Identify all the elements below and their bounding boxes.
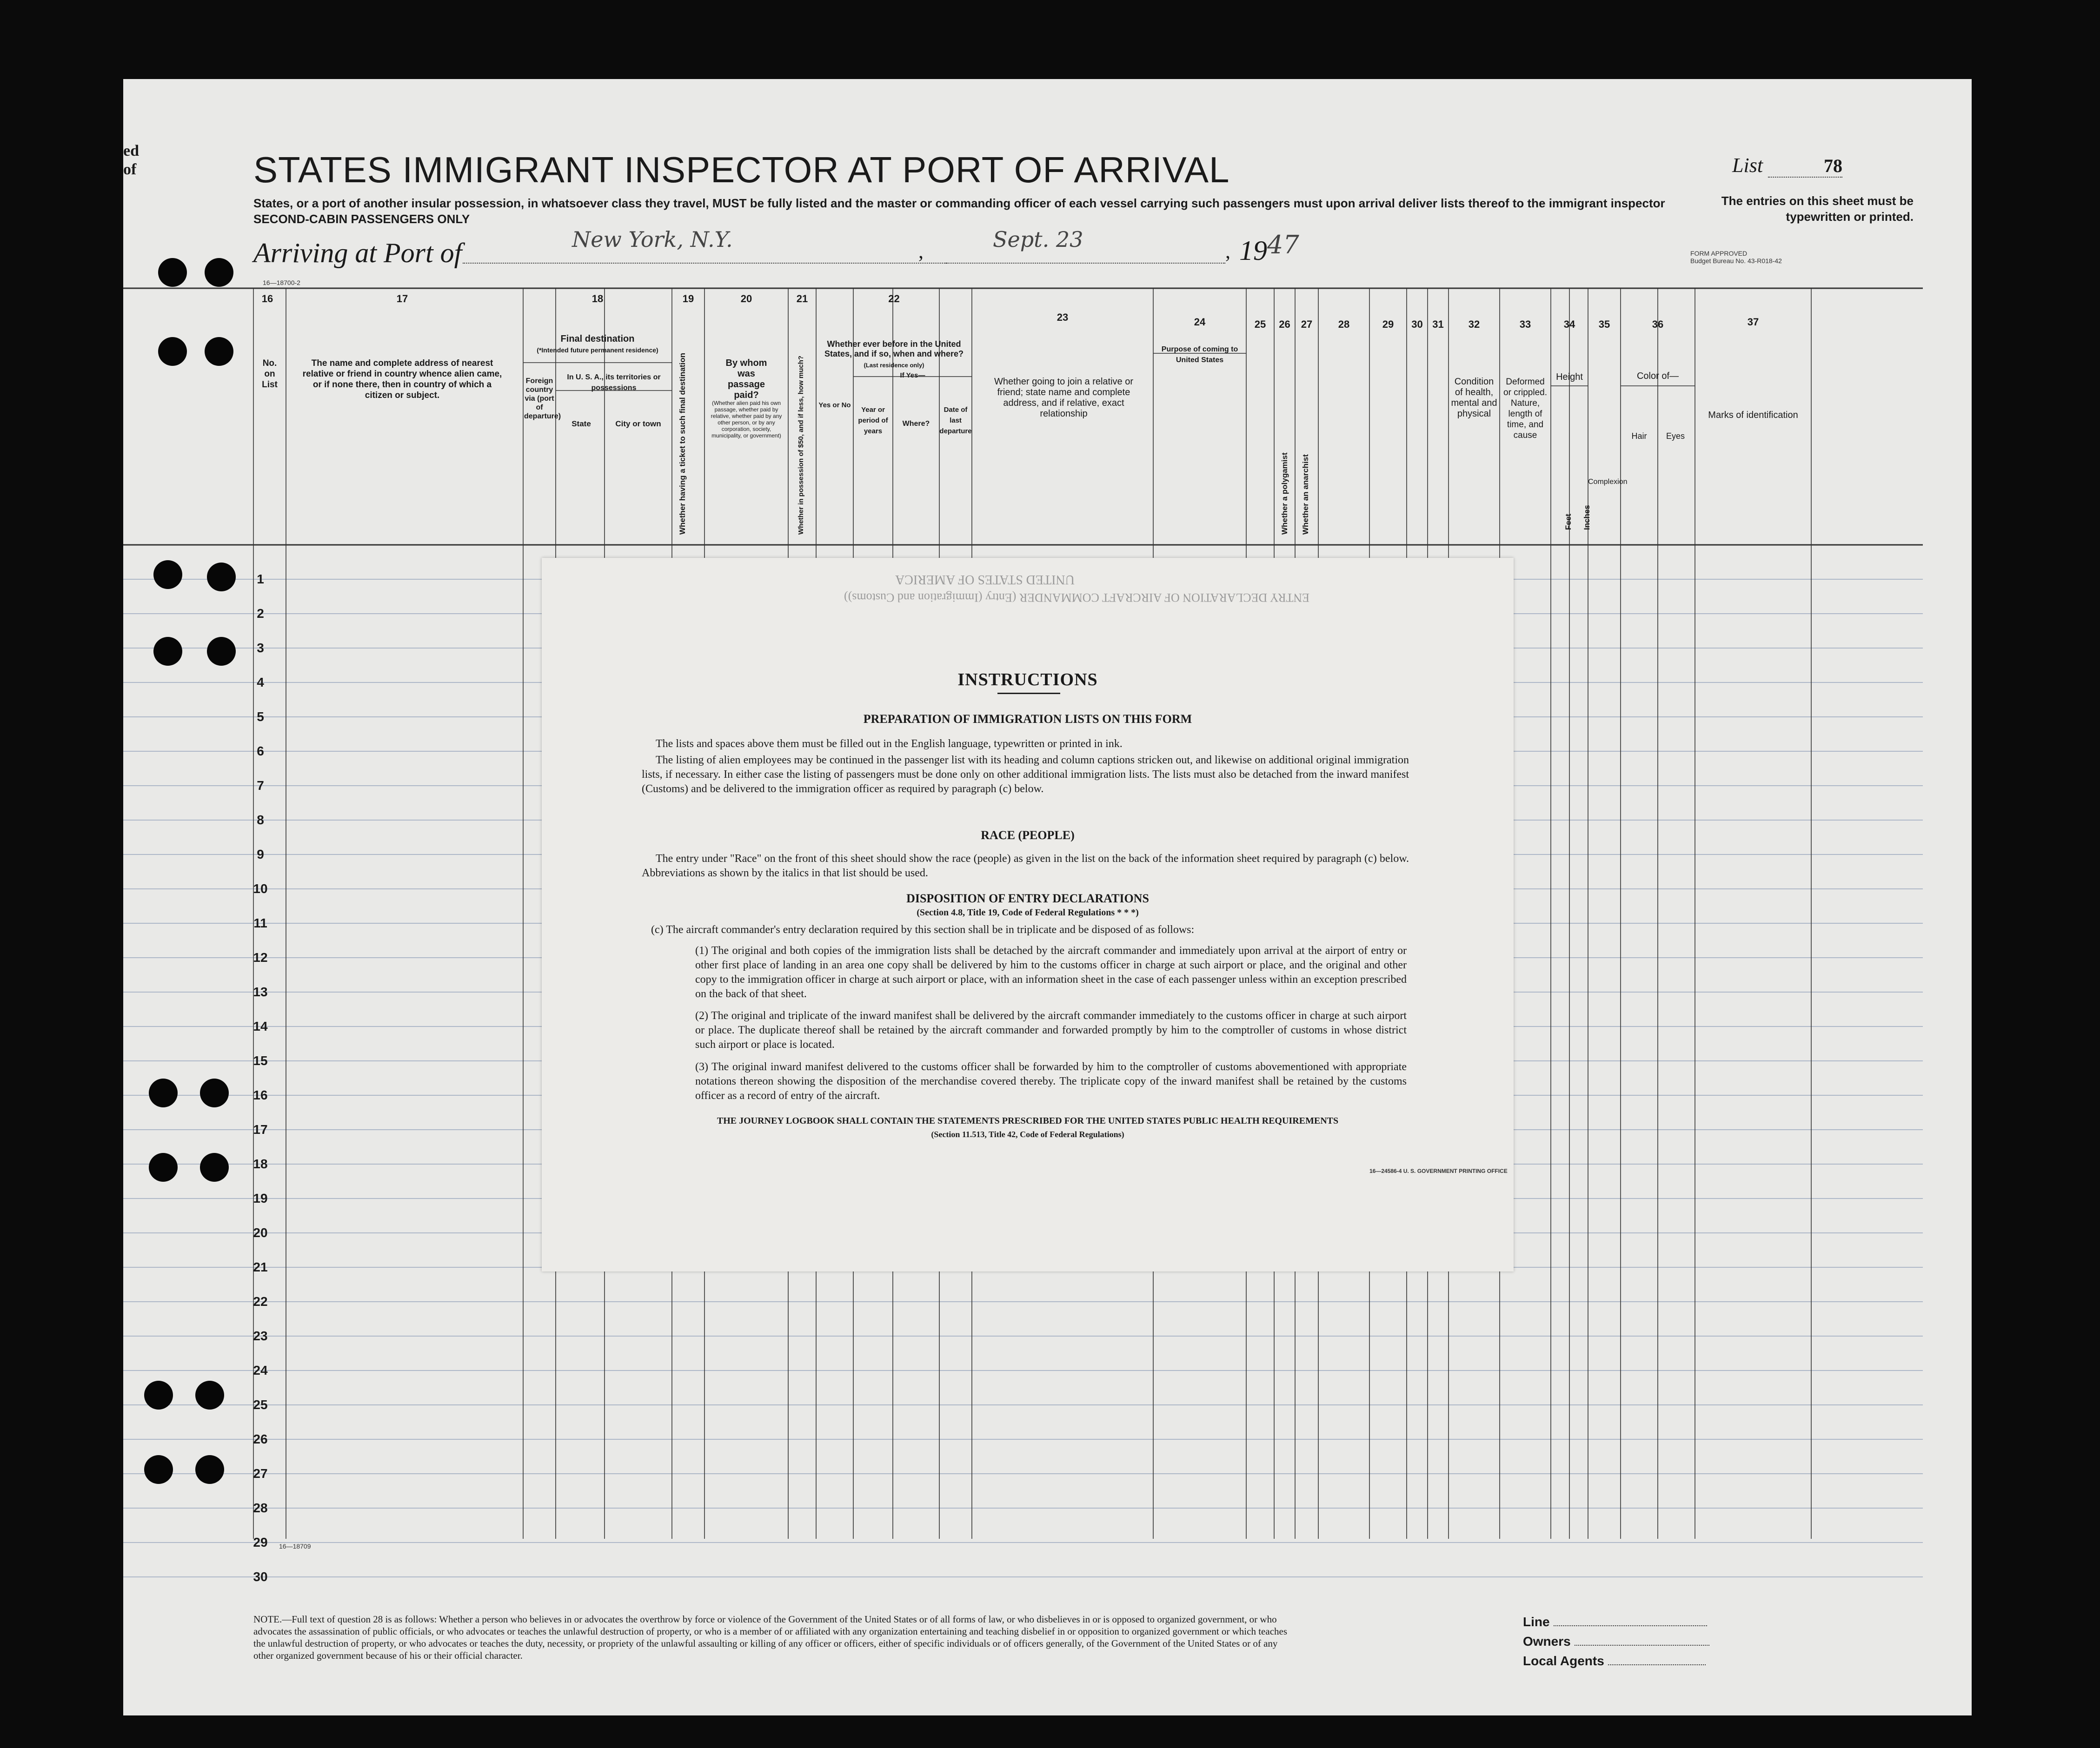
punch-hole — [153, 637, 182, 666]
left-edge-line-2: of — [123, 161, 137, 178]
punch-hole — [144, 1381, 173, 1410]
row-number: 25 — [253, 1397, 268, 1412]
year-prefix: 19 — [1239, 235, 1267, 266]
punch-hole — [207, 637, 236, 666]
punch-hole — [207, 563, 236, 591]
punch-hole — [158, 337, 187, 366]
punch-hole — [144, 1455, 173, 1484]
row-number: 3 — [257, 641, 264, 655]
col-num-21: 21 — [796, 293, 808, 305]
col-num-29: 29 — [1382, 318, 1394, 330]
punch-hole — [149, 1079, 178, 1107]
agents-label: Local Agents — [1523, 1654, 1604, 1668]
col-num-32: 32 — [1468, 318, 1480, 330]
punch-hole — [195, 1381, 224, 1410]
instructions-para-1: The lists and spaces above them must be filled out in the English language, typewritten or printed in ink. — [656, 738, 1123, 750]
col-num-30: 30 — [1411, 318, 1423, 330]
date-value: Sept. 23 — [993, 227, 1083, 252]
row-number: 14 — [253, 1019, 268, 1033]
col-num-27: 27 — [1301, 318, 1313, 330]
row-number: 10 — [253, 881, 268, 896]
left-edge-text — [123, 142, 139, 179]
col-num-34: 34 — [1563, 318, 1575, 330]
col-num-33: 33 — [1519, 318, 1531, 330]
form-code-bottom: 16—18709 — [279, 1543, 311, 1550]
hdr-passage-sub: (Whether alien paid his own passage, whether paid by relative, whether paid by any other person, or by any corporation, society, municipality, or government) — [711, 400, 782, 439]
instructions-para-c1: (1) The original and both copies of the immigration lists shall be detached by the aircraft commander and immediately upon arrival at the airport of entry or other first place of landing in an area one copy shall be delivered by him to the customs officer in charge at such airport or place, and the original and other copy to the immigration officer in charge at such airport or place, with an information sheet in the case of each passenger unless within an exception prescribed on the back of that sheet. — [695, 945, 1407, 1000]
list-value: 78 — [1768, 155, 1842, 178]
row-number: 30 — [253, 1569, 268, 1584]
hdr-state: State — [572, 419, 591, 428]
row-number: 1 — [257, 572, 264, 586]
row-number: 20 — [253, 1225, 268, 1240]
punch-hole — [149, 1153, 178, 1182]
ghost-header-2: ENTRY DECLARATION OF AIRCRAFT COMMANDER (Entry (Immigration and Customs)) — [844, 591, 1309, 604]
col-num-28: 28 — [1338, 318, 1350, 330]
hdr-ever-before-sub: (Last residence only) — [864, 362, 924, 369]
instructions-para-c2: (2) The original and triplicate of the inward manifest shall be delivered by the aircraft commander immediately to the customs officer in charge at such airport or place. The duplicate thereof shall be retained by the aircraft commander and forwarded promptly by him to the comptroller of customs in whose district such airport or place is located. — [695, 1010, 1407, 1051]
hdr-foreign-country: Foreign country via (port of departure) — [524, 377, 561, 420]
row-number: 21 — [253, 1260, 268, 1274]
hdr-in-usa: In U. S. A., its territories or possessions — [567, 373, 661, 392]
punch-hole — [153, 560, 182, 589]
hdr-final-destination: Final destination — [560, 334, 635, 344]
col-num-37: 37 — [1747, 316, 1759, 328]
row-number: 9 — [257, 847, 264, 861]
hdr-eyes: Eyes — [1666, 431, 1685, 441]
date-underline — [946, 263, 1225, 264]
agents-field — [1523, 1654, 1706, 1669]
row-number: 6 — [257, 744, 264, 758]
row-number: 29 — [253, 1535, 268, 1549]
instructions-heading-logbook: THE JOURNEY LOGBOOK SHALL CONTAIN THE STATEMENTS PRESCRIBED FOR THE UNITED STATES PUBLIC HEALTH REQUIREMENTS — [717, 1116, 1339, 1126]
hdr-yes-no: Yes or No — [818, 401, 851, 409]
instructions-heading-disposition: DISPOSITION OF ENTRY DECLARATIONS — [906, 892, 1149, 905]
row-number: 26 — [253, 1432, 268, 1446]
hdr-feet: Feet — [1564, 514, 1573, 530]
arriving-label: Arriving at Port of — [253, 238, 462, 268]
row-number: 24 — [253, 1363, 268, 1377]
row-number: 2 — [257, 606, 264, 621]
hdr-color-of: Color of— — [1636, 371, 1679, 381]
year-value: 47 — [1267, 230, 1299, 259]
port-value: New York, N.Y. — [572, 227, 733, 252]
hdr-hair: Hair — [1631, 431, 1647, 441]
ghost-header-1: UNITED STATES OF AMERICA — [895, 572, 1075, 587]
owners-field — [1523, 1634, 1709, 1649]
line-field — [1523, 1615, 1707, 1629]
row-number: 22 — [253, 1294, 268, 1309]
footnote-q28: NOTE.—Full text of question 28 is as follows: Whether a person who believes in or advocates the overthrow by force or violence of the Government of the United States or of all forms of law, or who disbelieves in or is opposed to organized government, or who advocates the assassination of public officials, or who advocates or teaches the unlawful destruction of property, or who is a member of or affiliated with any organization entertaining and teaching disbelief in or opposition to organized government or which teaches the unlawful destruction of property, or who advocates or teaches the duty, necessity, or propriety of the unlawful assaulting or killing of any officer or officers, either of specific individuals or of officers generally, of the Government of the United States or of any other organized government because of his or their official character. — [253, 1614, 1288, 1661]
punch-hole — [200, 1153, 229, 1182]
punch-hole — [195, 1455, 224, 1484]
form-title: STATES IMMIGRANT INSPECTOR AT PORT OF ARRIVAL — [253, 149, 1230, 190]
col-num-36: 36 — [1652, 318, 1664, 330]
hdr-ever-before: Whether ever before in the United States, and if so, when and where? — [824, 339, 964, 358]
col-num-31: 31 — [1432, 318, 1444, 330]
col-num-35: 35 — [1598, 318, 1610, 330]
hdr-nearest-relative: The name and complete address of nearest relative or friend in country whence alien came, or if none there, then in country of which a citizen or subject. — [302, 358, 502, 400]
form-subtitle — [253, 195, 1718, 227]
hdr-year-period: Year or period of years — [858, 406, 888, 435]
col-num-16: 16 — [261, 293, 273, 305]
col-num-22: 22 — [888, 293, 900, 305]
instructions-heading-1: PREPARATION OF IMMIGRATION LISTS ON THIS FORM — [863, 712, 1192, 726]
instructions-para-race: The entry under "Race" on the front of this sheet should show the race (people) as given in the list on the back of the information sheet required by paragraph (c) below. Abbreviations as shown by the italics in that list should be used. — [642, 853, 1409, 879]
hdr-date-departure: Date of last departure — [939, 406, 972, 435]
col-num-20: 20 — [740, 293, 752, 305]
row-number: 11 — [253, 916, 267, 930]
instructions-printer: 16—24586-4 U. S. GOVERNMENT PRINTING OFFICE — [1369, 1168, 1508, 1174]
row-number: 15 — [253, 1053, 268, 1068]
hdr-city: City or town — [615, 419, 661, 428]
owners-label: Owners — [1523, 1634, 1571, 1649]
col-num-25: 25 — [1254, 318, 1266, 330]
punch-hole — [205, 337, 233, 366]
hdr-where: Where? — [902, 420, 930, 428]
date-comma: , — [1225, 240, 1230, 263]
instructions-para-2: The listing of alien employees may be continued in the passenger list with its heading and column captions stricken out, and likewise on additional original immigration lists, if necessary. In either case the listing of passengers must be done only on other additional immigration lists. The lists must also be detached from the inward manifest (Customs) and be delivered to the immigration officer as required by paragraph (c) below. — [642, 754, 1409, 795]
instructions-sheet — [542, 558, 1514, 1271]
hdr-passage-paid: By whom was passage paid? — [725, 358, 767, 400]
hdr-no-on-list: No. on List — [262, 358, 278, 390]
row-number: 23 — [253, 1329, 268, 1343]
port-comma: , — [918, 240, 924, 263]
col-num-26: 26 — [1279, 318, 1290, 330]
col-num-24: 24 — [1194, 316, 1206, 328]
instructions-para-c3: (3) The original inward manifest delivered to the customs officer shall be forwarded by him to the comptroller of customs abovementioned with appropriate notations thereon showing the disposition of the merchandise covered thereby. The triplicate copy of the inward manifest shall be retained by the customs officer as a record of entry of the aircraft. — [695, 1061, 1407, 1102]
row-number: 17 — [253, 1122, 268, 1137]
row-number: 28 — [253, 1501, 268, 1515]
hdr-if-yes: If Yes— — [900, 371, 925, 379]
hdr-height: Height — [1556, 372, 1583, 382]
col-num-17: 17 — [396, 293, 408, 305]
hdr-ticket: Whether having a ticket to such final destination — [678, 352, 687, 535]
row-number: 12 — [253, 950, 268, 965]
form-approved-text: FORM APPROVED — [1690, 250, 1748, 257]
instructions-title-underline — [997, 693, 1060, 694]
row-number: 19 — [253, 1191, 268, 1205]
hdr-final-destination-sub: (*Intended future permanent residence) — [537, 346, 658, 354]
row-number: 4 — [257, 675, 264, 689]
left-edge-line-1: ed — [123, 142, 139, 159]
row-number: 16 — [253, 1088, 268, 1102]
budget-bureau-text: Budget Bureau No. 43-R018-42 — [1690, 257, 1782, 265]
punch-hole — [205, 258, 233, 287]
col-num-19: 19 — [682, 293, 694, 305]
hdr-purpose: Purpose of coming to United States — [1161, 345, 1238, 364]
subtitle-line-2: SECOND-CABIN PASSENGERS ONLY — [253, 212, 470, 226]
instructions-heading-race: RACE (PEOPLE) — [981, 828, 1075, 842]
col-num-23: 23 — [1057, 311, 1069, 323]
hdr-polygamist: Whether a polygamist — [1280, 452, 1289, 535]
form-code-top: 16—18700-2 — [263, 279, 300, 286]
row-number: 5 — [257, 709, 264, 724]
instructions-title: INSTRUCTIONS — [957, 670, 1098, 689]
hdr-anarchist: Whether an anarchist — [1301, 454, 1310, 535]
form-approved — [1690, 250, 1909, 265]
line-label: Line — [1523, 1615, 1550, 1629]
hdr-fifty-dollars: Whether in possession of $50, and if less, how much? — [797, 355, 805, 535]
col-num-18: 18 — [591, 293, 604, 305]
sheet-note: The entries on this sheet must be typewritten or printed. — [1721, 194, 1914, 224]
hdr-going-to-join: Whether going to join a relative or friend; state name and complete address, and if relative, exact relationship — [994, 377, 1134, 419]
instructions-para-c: (c) The aircraft commander's entry declaration required by this section shall be in triplicate and be disposed of as follows: — [651, 924, 1195, 936]
hdr-marks-identification: Marks of identification — [1708, 410, 1798, 420]
row-number: 18 — [253, 1157, 268, 1171]
subtitle-line-1: States, or a port of another insular possession, in whatsoever class they travel, MUST be fully listed and the master or commanding officer of each vessel carrying such passengers must upon arrival deliver lists thereof to the immigrant inspector — [253, 196, 1665, 210]
row-number: 7 — [257, 778, 264, 793]
port-underline — [463, 263, 946, 264]
row-number: 13 — [253, 985, 268, 999]
instructions-heading-disposition-sub: (Section 4.8, Title 19, Code of Federal Regulations * * *) — [917, 907, 1139, 918]
manifest-sheet — [123, 79, 1972, 1715]
punch-hole — [158, 258, 187, 287]
punch-hole — [200, 1079, 229, 1107]
instructions-heading-logbook-sub: (Section 11.513, Title 42, Code of Federal Regulations) — [931, 1130, 1124, 1139]
list-label-text: List — [1732, 154, 1763, 177]
hdr-deformed: Deformed or crippled. Nature, length of time, and cause — [1503, 377, 1547, 440]
hdr-complexion: Complexion — [1588, 478, 1628, 486]
hdr-condition-health: Condition of health, mental and physical — [1451, 377, 1497, 419]
row-number: 8 — [257, 813, 264, 827]
list-label — [1732, 153, 1842, 178]
hdr-inches: Inches — [1582, 505, 1591, 530]
row-number: 27 — [253, 1466, 268, 1481]
